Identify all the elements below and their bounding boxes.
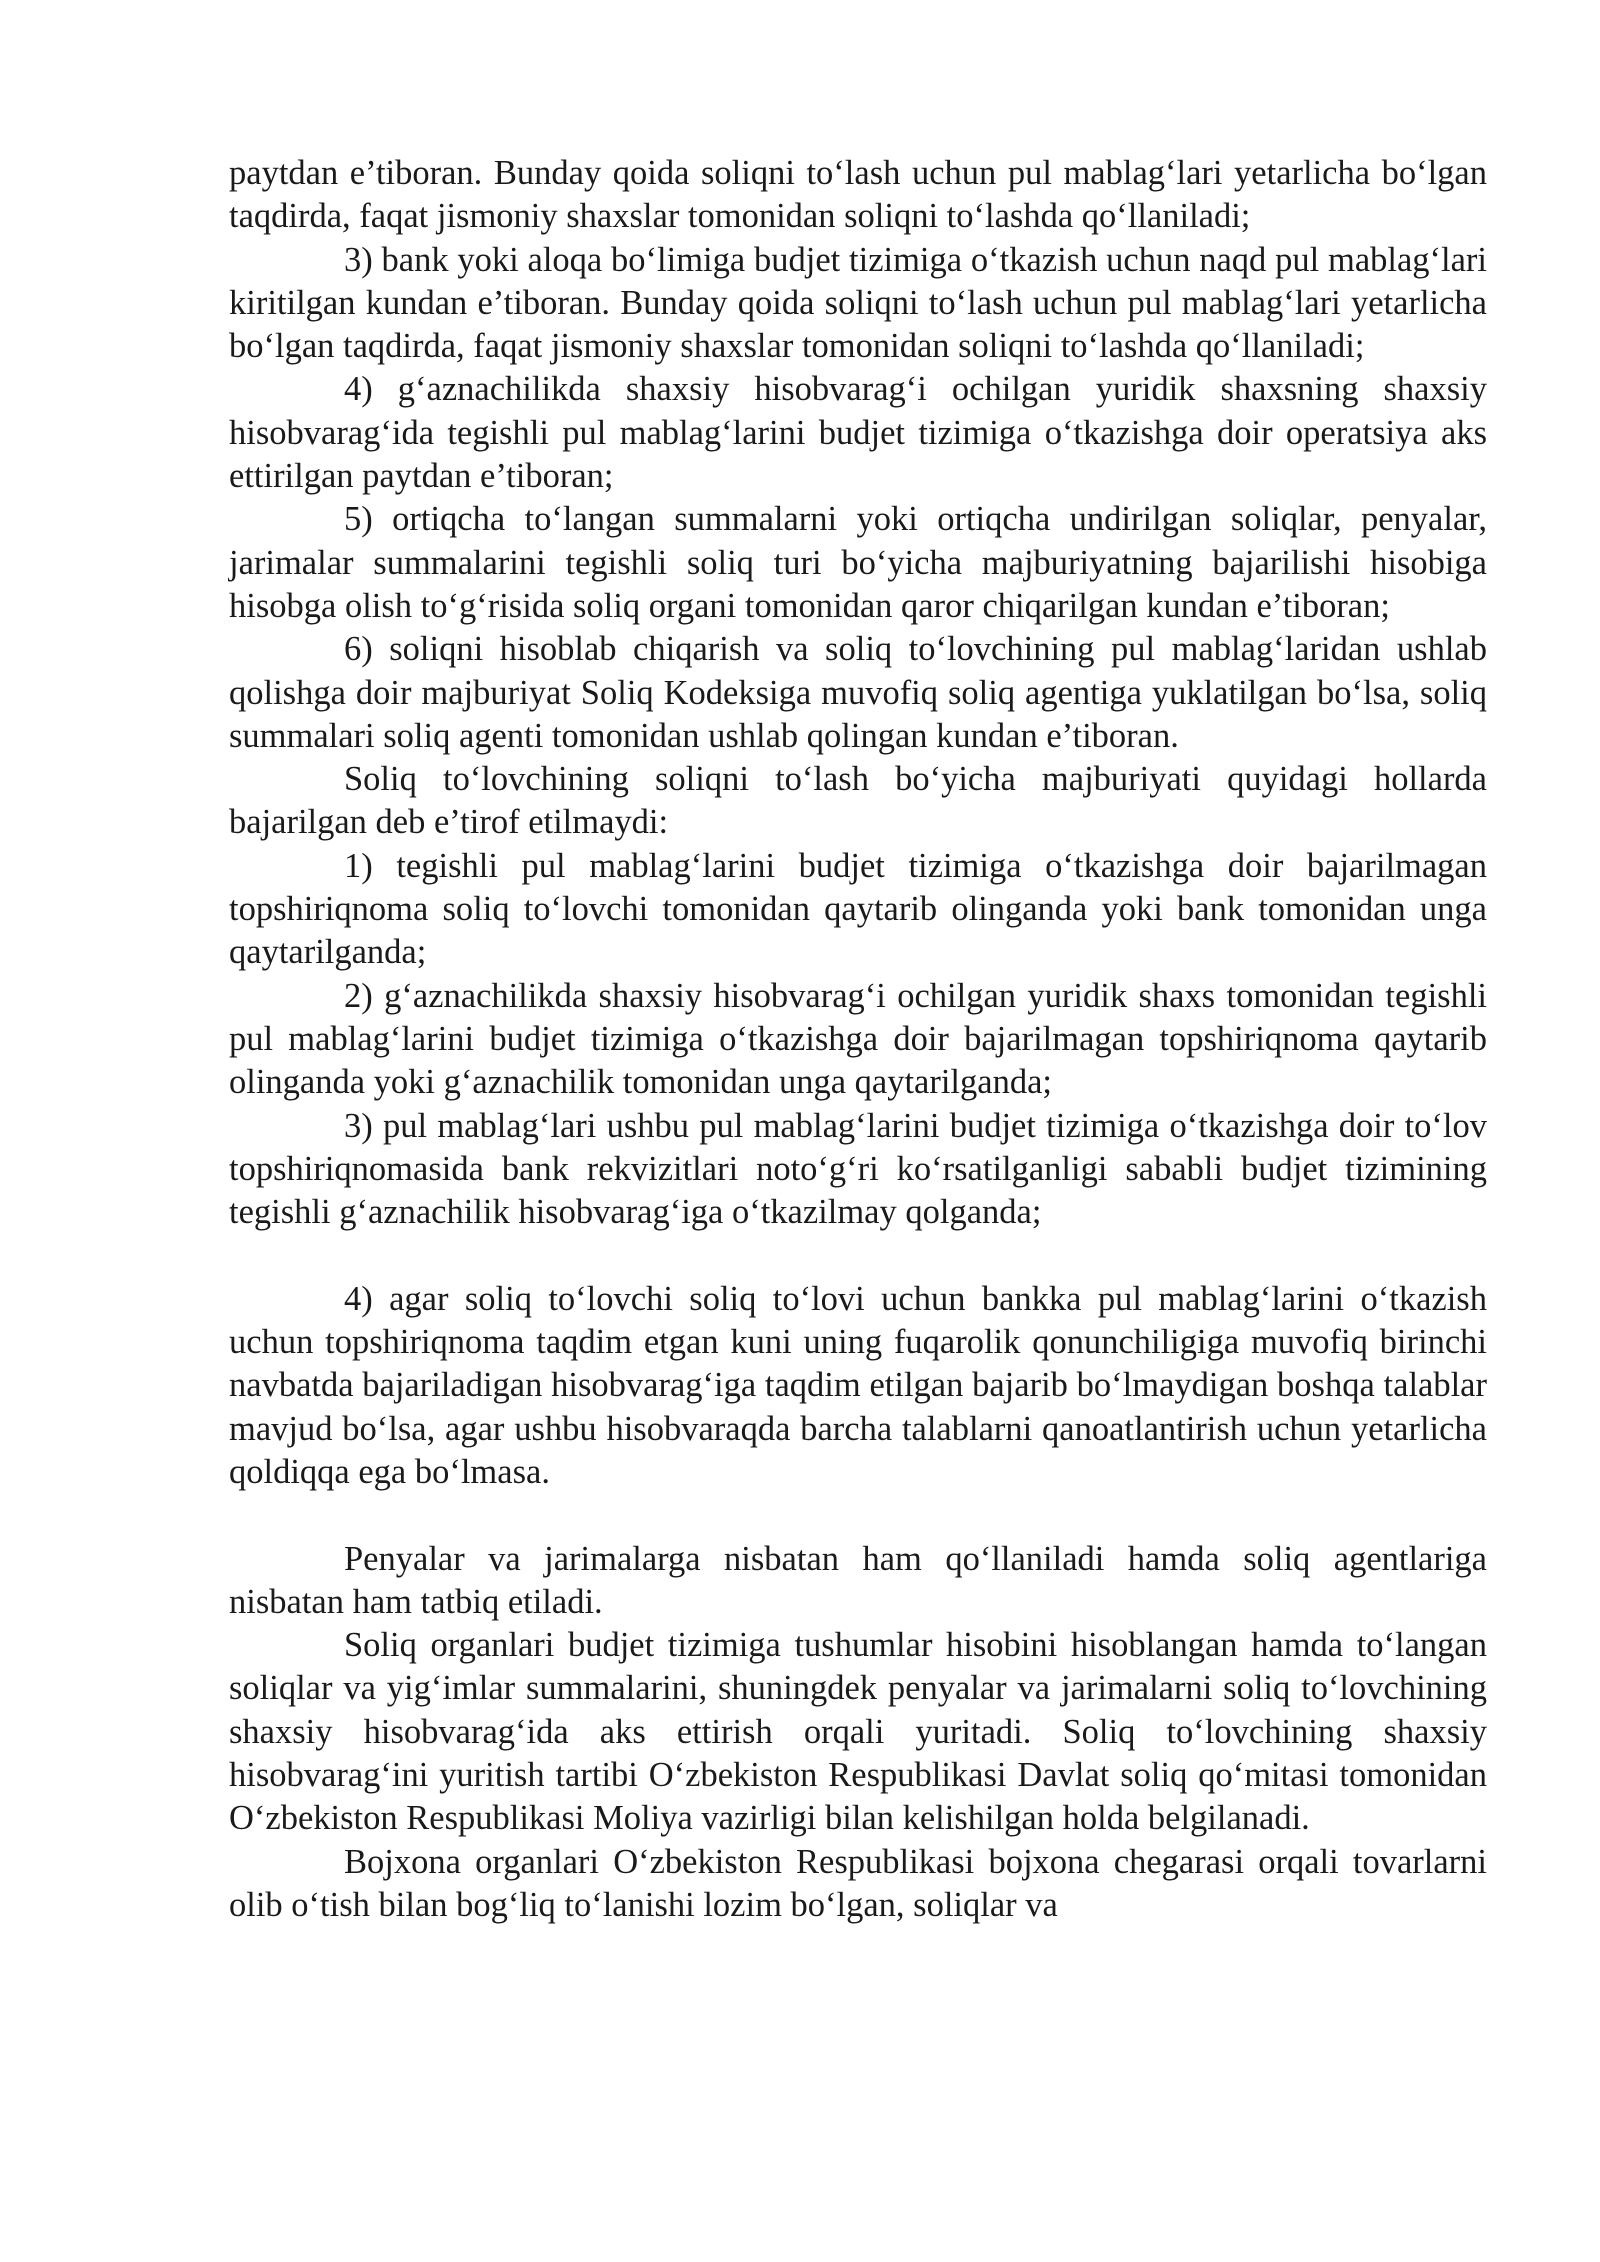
paragraph-exception-1: 1) tegishli pul mablag‘larini budjet tizimiga o‘tkazishga doir bajarilmagan topshiriqnoma soliq to‘lovchi tomonidan qaytarib olinganda yoki bank tomonidan unga qaytarilganda; (229, 846, 1487, 972)
paragraph-penalties: Penyalar va jarimalarga nisbatan ham qo‘llaniladi hamda soliq agentlariga nisbatan ham tatbiq etiladi. (229, 1539, 1487, 1621)
paragraph-item-6: 6) soliqni hisoblab chiqarish va soliq to‘lovchining pul mablag‘laridan ushlab qolishga doir majburiyat Soliq Kodeksiga muvofiq soliq agentiga yuklatilgan bo‘lsa, soliq summalari soliq agenti tomonidan ushlab qolingan kundan e’tiboran. (229, 630, 1487, 755)
document-page (229, 152, 1487, 1927)
paragraph-item-3: 3) bank yoki aloqa bo‘limiga budjet tizimiga o‘tkazish uchun naqd pul mablag‘lari kiritilgan kundan e’tiboran. Bunday qoida soliqni to‘lash uchun pul mablag‘lari yetarlicha bo‘lgan taqdirda, faqat jismoniy shaxslar tomonidan soliqni to‘lashda qo‘llaniladi; (229, 240, 1487, 366)
paragraph-not-fulfilled-intro: Soliq to‘lovchining soliqni to‘lash bo‘yicha majburiyati quyidagi hollarda bajarilgan deb e’tirof etilmaydi: (229, 760, 1487, 842)
paragraph-exception-2: 2) g‘aznachilikda shaxsiy hisobvarag‘i ochilgan yuridik shaxs tomonidan tegishli pul mablag‘larini budjet tizimiga o‘tkazishga doir bajarilmagan topshiriqnoma qaytarib olinganda yoki g‘aznachilik tomonidan unga qaytarilganda; (229, 976, 1487, 1102)
paragraph-continuation: paytdan e’tiboran. Bunday qoida soliqni to‘lash uchun pul mablag‘lari yetarlicha bo‘lgan taqdirda, faqat jismoniy shaxslar tomonidan soliqni to‘lashda qo‘llaniladi; (229, 154, 1487, 236)
paragraph-customs-organs: Bojxona organlari O‘zbekiston Respublikasi bojxona chegarasi orqali tovarlarni olib o‘tish bilan bog‘liq to‘lanishi lozim bo‘lgan, soliqlar va (229, 1842, 1487, 1924)
paragraph-item-5: 5) ortiqcha to‘langan summalarni yoki ortiqcha undirilgan soliqlar, penyalar, jarimalar summalarini tegishli soliq turi bo‘yicha majburiyatning bajarilishi hisobiga hisobga olish to‘g‘risida soliq organi tomonidan qaror chiqarilgan kundan e’tiboran; (229, 500, 1487, 625)
paragraph-exception-3: 3) pul mablag‘lari ushbu pul mablag‘larini budjet tizimiga o‘tkazishga doir to‘lov topshiriqnomasida bank rekvizitlari noto‘g‘ri ko‘rsatilganligi sababli budjet tizimining tegishli g‘aznachilik hisobvarag‘iga o‘tkazilmay qolganda; (229, 1106, 1487, 1232)
paragraph-tax-organs: Soliq organlari budjet tizimiga tushumlar hisobini hisoblangan hamda to‘langan soliqlar va yig‘imlar summalarini, shuningdek penyalar va jarimalarni soliq to‘lovchining shaxsiy hisobvarag‘ida aks ettirish orqali yuritadi. Soliq to‘lovchining shaxsiy hisobvarag‘ini yuritish tartibi O‘zbekiston Respublikasi Davlat soliq qo‘mitasi tomonidan O‘zbekiston Respublikasi Moliya vazirligi bilan kelishilgan holda belgilanadi. (229, 1626, 1487, 1838)
paragraph-exception-4: 4) agar soliq to‘lovchi soliq to‘lovi uchun bankka pul mablag‘larini o‘tkazish uchun topshiriqnoma taqdim etgan kuni uning fuqarolik qonunchiligiga muvofiq birinchi navbatda bajariladigan hisobvarag‘iga taqdim etilgan bajarib bo‘lmaydigan boshqa talablar mavjud bo‘lsa, agar ushbu hisobvaraqda barcha talablarni qanoatlantirish uchun yetarlicha qoldiqqa ega bo‘lmasa. (229, 1279, 1487, 1491)
paragraph-item-4: 4) g‘aznachilikda shaxsiy hisobvarag‘i ochilgan yuridik shaxsning shaxsiy hisobvarag‘ida tegishli pul mablag‘larini budjet tizimiga o‘tkazishga doir operatsiya aks ettirilgan paytdan e’tiboran; (229, 370, 1487, 496)
